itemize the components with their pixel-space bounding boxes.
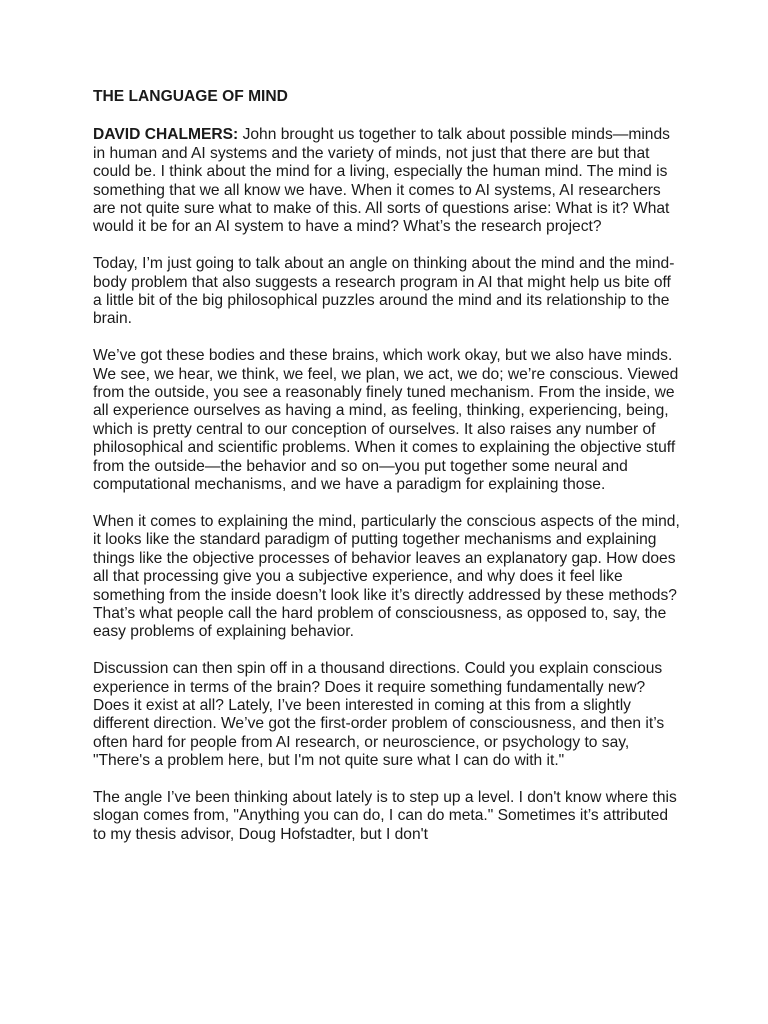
- paragraph-3: We’ve got these bodies and these brains, which work okay, but we also have minds. We see, we hear, we think, we feel, we plan, we act, we do; we’re conscious. Viewed from the outside, you see a reasonably finely tuned mechanism. From the inside, we all experience ourselves as having a mind, as feeling, thinking, experiencing, being, which is pretty central to our conception of ourselves. It also raises any number of philosophical and scientific problems. When it comes to explaining the objective stuff from the outside—the behavior and so on—you put together some neural and computational mechanisms, and we have a paradigm for explaining those.: [93, 347, 679, 494]
- paragraph-1: [93, 126, 683, 236]
- paragraph-2: Today, I’m just going to talk about an angle on thinking about the mind and the mind-body problem that also suggests a research program in AI that might help us bite off a little bit of the big philosophical puzzles around the mind and its relationship to the brain.: [93, 255, 675, 328]
- paragraph-5: Discussion can then spin off in a thousand directions. Could you explain conscious experience in terms of the brain? Does it require something fundamentally new? Does it exist at all? Lately, I’ve been interested in coming at this from a slightly different direction. We’ve got the first-order problem of consciousness, and then it’s often hard for people from AI research, or neuroscience, or psychology to say, "There's a problem here, but I'm not quite sure what I can do with it.": [93, 660, 665, 770]
- paragraph-4: When it comes to explaining the mind, particularly the conscious aspects of the mind, it looks like the standard paradigm of putting together mechanisms and explaining things like the objective processes of behavior leaves an explanatory gap. How does all that processing give you a subjective experience, and why does it feel like something from the inside doesn’t look like it’s directly addressed by these methods? That’s what people call the hard problem of consciousness, as opposed to, say, the easy problems of explaining behavior.: [93, 512, 680, 641]
- document-title: THE LANGUAGE OF MIND: [93, 88, 288, 105]
- paragraph-1-text: John brought us together to talk about possible minds—minds in human and AI systems and the variety of minds, not just that there are but that could be. I think about the mind for a living, especially the human mind. The mind is something that we all know we have. When it comes to AI systems, AI researchers are not quite sure what to make of this. All sorts of questions arise: What is it? What would it be for an AI system to have a mind? What’s the research project?: [93, 126, 670, 236]
- speaker-name: DAVID CHALMERS:: [93, 126, 239, 144]
- document-body: [93, 88, 683, 863]
- paragraph-6: The angle I’ve been thinking about lately is to step up a level. I don't know where this slogan comes from, "Anything you can do, I can do meta." Sometimes it’s attributed to my thesis advisor, Doug Hofstadter, but I don't: [93, 788, 677, 843]
